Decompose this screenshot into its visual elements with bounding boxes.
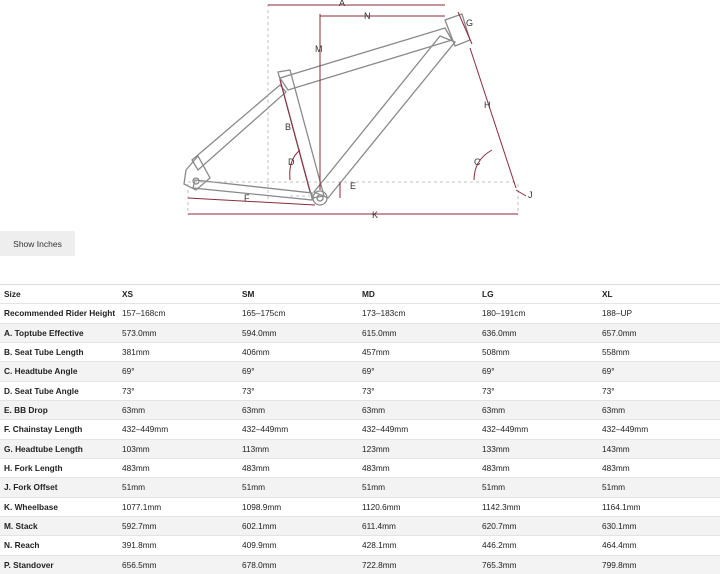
table-cell: 409.9mm bbox=[238, 536, 358, 555]
row-label: J. Fork Offset bbox=[0, 478, 118, 497]
table-cell: 799.8mm bbox=[598, 555, 720, 574]
table-cell: 457mm bbox=[358, 342, 478, 361]
table-cell: 113mm bbox=[238, 439, 358, 458]
show-inches-button[interactable]: Show Inches bbox=[0, 231, 75, 256]
row-label: D. Seat Tube Angle bbox=[0, 381, 118, 400]
dimension-label-b: B bbox=[285, 122, 292, 132]
table-cell: 51mm bbox=[238, 478, 358, 497]
table-row bbox=[0, 342, 720, 361]
table-cell: 73° bbox=[118, 381, 238, 400]
table-cell: 1164.1mm bbox=[598, 497, 720, 516]
table-cell: 656.5mm bbox=[118, 555, 238, 574]
table-cell: 611.4mm bbox=[358, 516, 478, 535]
table-row bbox=[0, 439, 720, 458]
table-row bbox=[0, 458, 720, 477]
table-row bbox=[0, 536, 720, 555]
dimension-label-group bbox=[244, 0, 533, 220]
table-cell: 51mm bbox=[478, 478, 598, 497]
table-cell: 432–449mm bbox=[598, 420, 720, 439]
table-cell: 63mm bbox=[118, 400, 238, 419]
table-header-row bbox=[0, 285, 720, 304]
table-cell: 123mm bbox=[358, 439, 478, 458]
dimension-label-j: J bbox=[528, 190, 533, 200]
table-cell: 51mm bbox=[358, 478, 478, 497]
row-label: N. Reach bbox=[0, 536, 118, 555]
table-cell: 165–175cm bbox=[238, 304, 358, 323]
table-row bbox=[0, 323, 720, 342]
table-row bbox=[0, 478, 720, 497]
column-header: SM bbox=[238, 285, 358, 304]
row-label: Recommended Rider Height bbox=[0, 304, 118, 323]
table-cell: 180–191cm bbox=[478, 304, 598, 323]
table-cell: 69° bbox=[238, 362, 358, 381]
dimension-label-h: H bbox=[484, 100, 491, 110]
table-cell: 483mm bbox=[358, 458, 478, 477]
table-cell: 620.7mm bbox=[478, 516, 598, 535]
column-header: LG bbox=[478, 285, 598, 304]
table-cell: 69° bbox=[358, 362, 478, 381]
dimension-label-m: M bbox=[315, 44, 323, 54]
table-cell: 63mm bbox=[598, 400, 720, 419]
table-cell: 1098.9mm bbox=[238, 497, 358, 516]
table-cell: 464.4mm bbox=[598, 536, 720, 555]
table-cell: 483mm bbox=[238, 458, 358, 477]
table-cell: 678.0mm bbox=[238, 555, 358, 574]
table-cell: 722.8mm bbox=[358, 555, 478, 574]
table-row bbox=[0, 516, 720, 535]
dimension-label-g: G bbox=[466, 18, 474, 28]
table-cell: 483mm bbox=[118, 458, 238, 477]
row-label: C. Headtube Angle bbox=[0, 362, 118, 381]
row-label: H. Fork Length bbox=[0, 458, 118, 477]
row-label: F. Chainstay Length bbox=[0, 420, 118, 439]
table-cell: 558mm bbox=[598, 342, 720, 361]
frame-diagram-svg bbox=[0, 0, 720, 222]
row-label: B. Seat Tube Length bbox=[0, 342, 118, 361]
dimension-label-e: E bbox=[350, 181, 357, 191]
row-label: E. BB Drop bbox=[0, 400, 118, 419]
dimension-label-a: A bbox=[339, 0, 346, 8]
table-cell: 483mm bbox=[478, 458, 598, 477]
frame-geometry-diagram bbox=[0, 0, 720, 222]
table-cell: 630.1mm bbox=[598, 516, 720, 535]
table-row bbox=[0, 400, 720, 419]
bike-frame bbox=[184, 14, 470, 205]
row-label: K. Wheelbase bbox=[0, 497, 118, 516]
table-cell: 406mm bbox=[238, 342, 358, 361]
table-cell: 432–449mm bbox=[478, 420, 598, 439]
dimension-label-k: K bbox=[372, 210, 379, 220]
row-label: G. Headtube Length bbox=[0, 439, 118, 458]
table-cell: 133mm bbox=[478, 439, 598, 458]
table-cell: 432–449mm bbox=[118, 420, 238, 439]
column-header: MD bbox=[358, 285, 478, 304]
table-cell: 765.3mm bbox=[478, 555, 598, 574]
table-cell: 63mm bbox=[478, 400, 598, 419]
table-body bbox=[0, 304, 720, 574]
table-cell: 73° bbox=[478, 381, 598, 400]
table-cell: 69° bbox=[598, 362, 720, 381]
table-cell: 381mm bbox=[118, 342, 238, 361]
table-cell: 602.1mm bbox=[238, 516, 358, 535]
geometry-table bbox=[0, 284, 720, 574]
table-row bbox=[0, 362, 720, 381]
table-cell: 573.0mm bbox=[118, 323, 238, 342]
table-cell: 63mm bbox=[238, 400, 358, 419]
table-cell: 1077.1mm bbox=[118, 497, 238, 516]
table-cell: 51mm bbox=[118, 478, 238, 497]
table-cell: 428.1mm bbox=[358, 536, 478, 555]
table-row bbox=[0, 555, 720, 574]
dimension-label-d: D bbox=[288, 157, 295, 167]
table-cell: 73° bbox=[598, 381, 720, 400]
table-cell: 594.0mm bbox=[238, 323, 358, 342]
column-header: XL bbox=[598, 285, 720, 304]
table-cell: 483mm bbox=[598, 458, 720, 477]
table-cell: 63mm bbox=[358, 400, 478, 419]
table-cell: 432–449mm bbox=[238, 420, 358, 439]
table-cell: 143mm bbox=[598, 439, 720, 458]
table-cell: 446.2mm bbox=[478, 536, 598, 555]
table-cell: 69° bbox=[118, 362, 238, 381]
table-row bbox=[0, 304, 720, 323]
table-cell: 657.0mm bbox=[598, 323, 720, 342]
table-cell: 73° bbox=[238, 381, 358, 400]
table-cell: 157–168cm bbox=[118, 304, 238, 323]
table-cell: 391.8mm bbox=[118, 536, 238, 555]
table-cell: 103mm bbox=[118, 439, 238, 458]
dimension-label-n: N bbox=[364, 11, 371, 21]
table-cell: 73° bbox=[358, 381, 478, 400]
table-cell: 636.0mm bbox=[478, 323, 598, 342]
table-row bbox=[0, 381, 720, 400]
dimension-label-f: F bbox=[244, 193, 250, 203]
dimension-label-c: C bbox=[474, 157, 481, 167]
table-cell: 1120.6mm bbox=[358, 497, 478, 516]
table-cell: 173–183cm bbox=[358, 304, 478, 323]
table-cell: 188–UP bbox=[598, 304, 720, 323]
table-cell: 615.0mm bbox=[358, 323, 478, 342]
table-cell: 592.7mm bbox=[118, 516, 238, 535]
row-label: P. Standover bbox=[0, 555, 118, 574]
table-cell: 51mm bbox=[598, 478, 720, 497]
table-cell: 508mm bbox=[478, 342, 598, 361]
row-label: M. Stack bbox=[0, 516, 118, 535]
column-header: XS bbox=[118, 285, 238, 304]
row-label: A. Toptube Effective bbox=[0, 323, 118, 342]
table-cell: 1142.3mm bbox=[478, 497, 598, 516]
table-cell: 69° bbox=[478, 362, 598, 381]
table-row bbox=[0, 497, 720, 516]
table-row bbox=[0, 420, 720, 439]
table-cell: 432–449mm bbox=[358, 420, 478, 439]
dimension-lines bbox=[188, 5, 526, 214]
column-header: Size bbox=[0, 285, 118, 304]
